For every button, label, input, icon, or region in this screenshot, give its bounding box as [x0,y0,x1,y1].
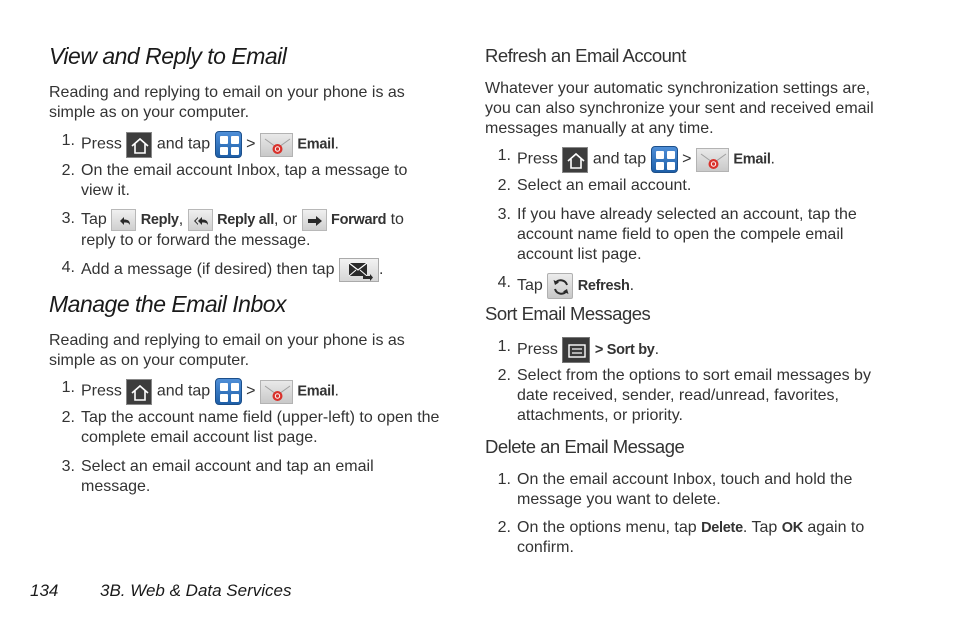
page-number: 134 [30,581,59,600]
manage-inbox-title: Manage the Email Inbox [49,291,287,317]
home-icon [126,132,152,158]
forward-icon [302,209,327,231]
email-envelope-icon [696,148,729,172]
refresh-intro: Whatever your automatic synchronization settings are, you can also synchronize your sent and received email messages manually at any time. [485,80,874,137]
view-reply-title: View and Reply to Email [49,43,287,69]
reply-icon [111,209,136,231]
refresh-title: Refresh an Email Account [485,45,686,66]
section-title: 3B. Web & Data Services [100,581,292,600]
applications-icon [651,146,678,173]
refresh-icon [547,273,573,299]
reply-all-icon [188,209,213,231]
email-envelope-icon [260,133,293,157]
applications-icon [215,131,242,158]
send-icon [339,258,379,282]
home-icon [562,147,588,173]
delete-title: Delete an Email Message [485,436,685,457]
view-reply-intro: Reading and replying to email on your phone is as simple as on your computer. [49,84,405,121]
sort-title: Sort Email Messages [485,303,651,324]
home-icon [126,379,152,405]
manage-inbox-intro: Reading and replying to email on your phone is as simple as on your computer. [49,332,405,369]
email-envelope-icon [260,380,293,404]
menu-icon [562,337,590,363]
applications-icon [215,378,242,405]
